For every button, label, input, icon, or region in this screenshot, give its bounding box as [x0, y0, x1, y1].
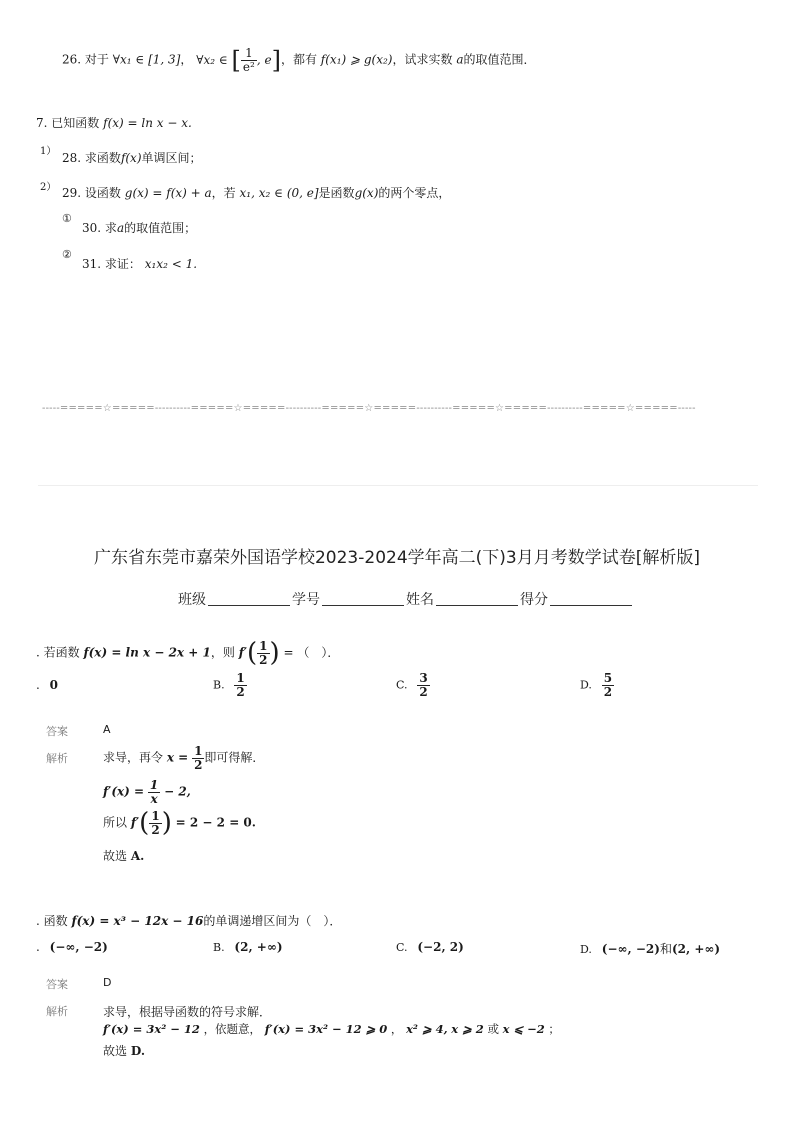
problem-1-stem: . 若函数 f(x) = ln x − 2x + 1，则 f′( $\frac{1}{2}$ ) = （ ）． [36, 638, 340, 668]
math-inequality: f(x₁) ⩾ g(x₂) [320, 52, 393, 67]
analysis-line-2: f′(x) = $\frac{1}{x}$ − 2, [103, 778, 191, 806]
id-label: 学号 [292, 592, 320, 608]
question-29: 29. 设函数 g(x) = f(x) + a，若 x₁, x₂ ∈ (0, e]是函数g(x)的两个零点， [62, 186, 451, 200]
score-blank[interactable] [550, 593, 632, 606]
analysis-line-3: 所以 f′( $\frac{1}{2}$ ) = 2 − 2 = 0. [103, 808, 256, 838]
score-label: 得分 [520, 592, 548, 608]
name-label: 姓名 [406, 592, 434, 608]
part-marker-2: 2） [40, 182, 57, 193]
sub-marker-2: ② [62, 248, 72, 261]
divider [38, 485, 758, 486]
problem-2-option-c[interactable]: C. (−2, 2) [396, 940, 464, 954]
question-26: 26. 对于 ∀x₁ ∈ [1, 3]， ∀x₂ ∈ [ $\frac{1}{\text{e²}}$ , e]，都有 f(x₁) ⩾ g(x₂)，试求实数 a的取值范围． [62, 45, 536, 74]
problem-2-option-a[interactable]: . (−∞, −2) [36, 940, 108, 954]
question-7: 7. 已知函数 f(x) = ln x − x. [36, 116, 192, 130]
analysis-label: 解析 [46, 752, 68, 765]
answer-label: 答案 [46, 725, 68, 738]
analysis-line-1: 求导，再令 x = $\frac{1}{2}$ 即可得解． [103, 744, 265, 772]
problem-2-stem: . 函数 f(x) = x³ − 12x − 16的单调递增区间为（ ）． [36, 914, 342, 928]
part-marker-1: 1） [40, 146, 57, 157]
page-title: 广东省东莞市嘉荣外国语学校2023-2024学年高二(下)3月月考数学试卷[解析版] [93, 548, 700, 568]
problem-1-option-b[interactable]: B. $\frac{1}{2}$ [213, 671, 245, 699]
problem-1-option-a[interactable]: . 0 [36, 678, 59, 692]
id-blank[interactable] [322, 593, 404, 606]
question-31: 31. 求证： x₁x₂ < 1. [82, 257, 198, 271]
question-number: 26. [62, 52, 82, 67]
problem-1-option-d[interactable]: D. $\frac{5}{2}$ [580, 671, 613, 699]
analysis-line-3: 故选 D. [103, 1044, 145, 1058]
answer-label: 答案 [46, 978, 68, 991]
analysis-label: 解析 [46, 1005, 68, 1018]
analysis-line-2: f′(x) = 3x² − 12 ，依题意， f′(x) = 3x² − 12 ⩾ 0 ， x² ⩾ 4, x ⩾ 2 或 x ⩽ −2 ； [103, 1022, 560, 1036]
problem-2-option-b[interactable]: B. (2, +∞) [213, 940, 283, 954]
student-info-line [178, 589, 634, 609]
class-blank[interactable] [208, 593, 290, 606]
section-separator: -----=====☆=====----------=====☆=====----------=====☆=====----------=====☆=====----------=====☆=====----- [42, 403, 696, 414]
answer-value: A [103, 723, 111, 736]
question-28: 28. 求函数f(x)单调区间； [62, 151, 202, 165]
problem-2-option-d[interactable]: D. (−∞, −2)和(2, +∞) [580, 942, 721, 956]
problem-1-option-c[interactable]: C. $\frac{3}{2}$ [396, 671, 428, 699]
class-label: 班级 [178, 592, 206, 608]
question-30: 30. 求a的取值范围； [82, 221, 197, 235]
analysis-line-4: 故选 A. [103, 849, 145, 863]
answer-value: D [103, 976, 112, 989]
math-forall-x1: ∀x₁ ∈ [1, 3] [112, 52, 181, 67]
name-blank[interactable] [436, 593, 518, 606]
math-forall-x2: ∀x₂ ∈ [ $\frac{1}{\text{e²}}$ , e] [196, 45, 281, 74]
analysis-line-1: 求导，根据导函数的符号求解． [103, 1005, 272, 1019]
sub-marker-1: ① [62, 212, 72, 225]
